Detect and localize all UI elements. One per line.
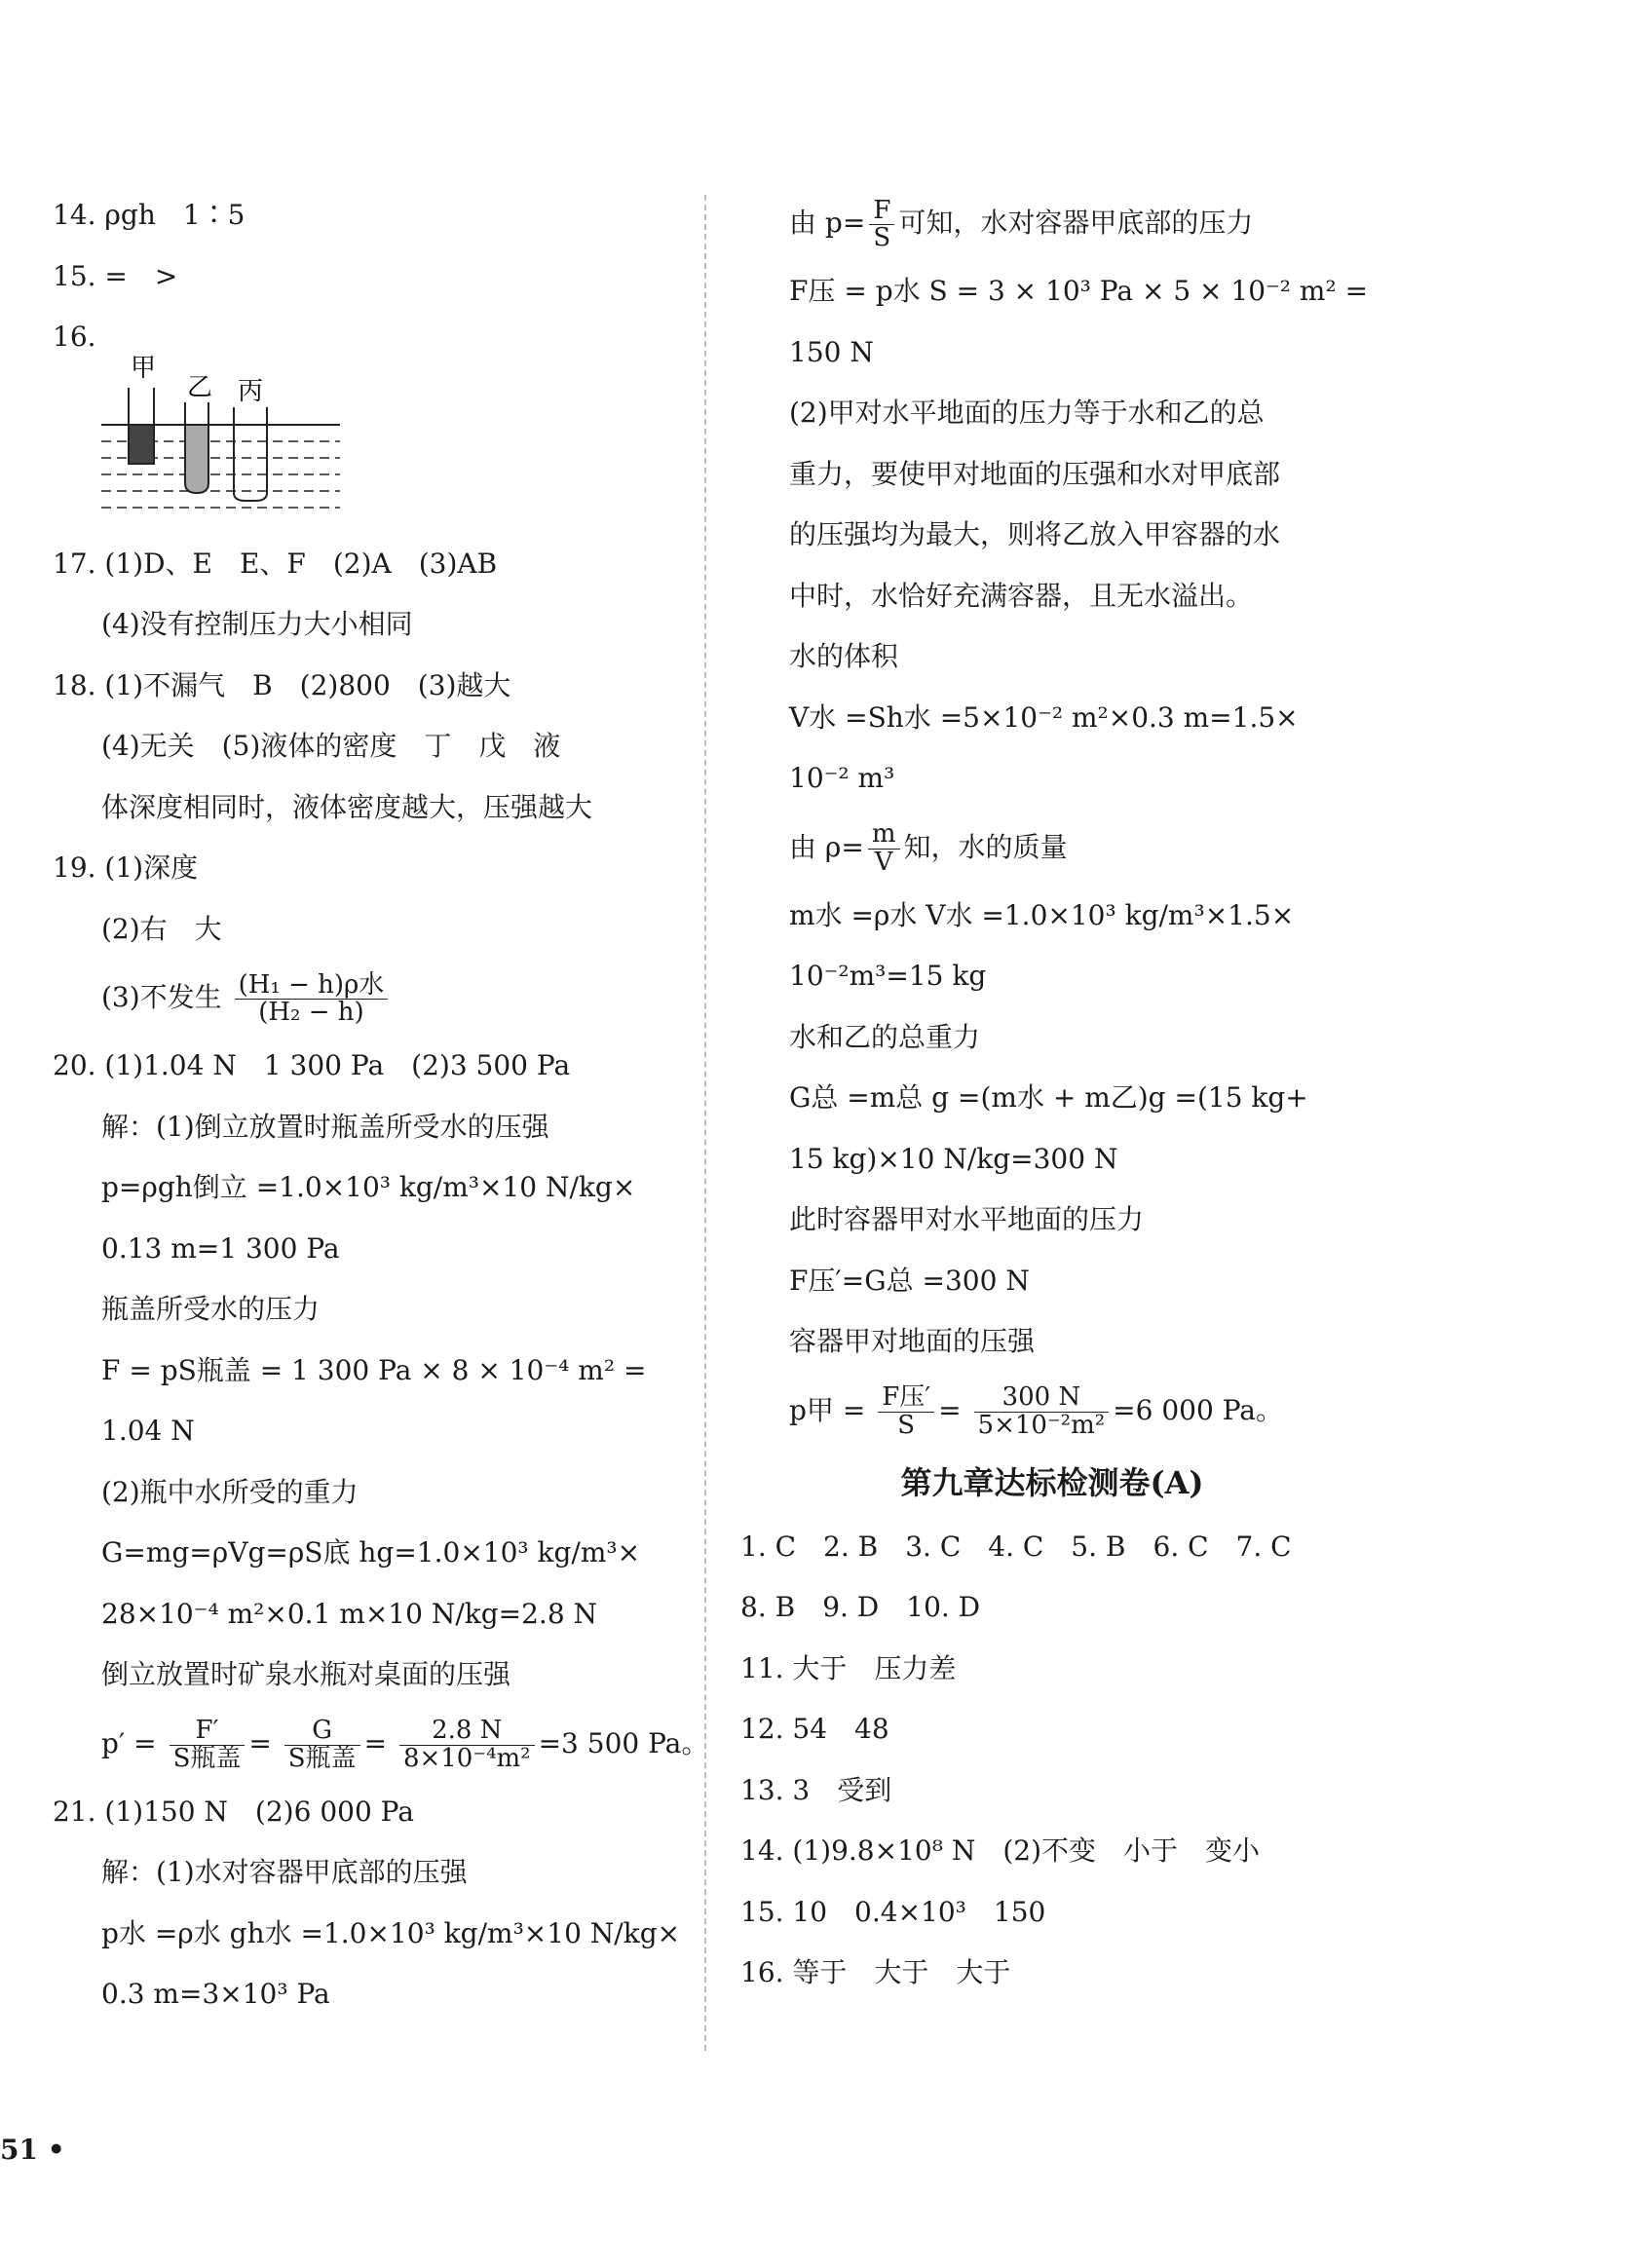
label-yi: 乙	[187, 372, 213, 402]
answer-b15: 15. 10 0.4×10³ 150	[740, 1895, 1046, 1928]
answer-17-cont: (4)没有控制压力大小相同	[101, 608, 413, 640]
tube-bing	[234, 407, 267, 501]
solution-21-r3: 150 N	[789, 335, 874, 368]
label-bing: 丙	[238, 376, 264, 406]
fraction-20c: $\frac{2.8 N}{\text{8×10⁻⁴m²}}$	[399, 1718, 535, 1772]
fraction-r3b: $\frac{300 N}{\text{5×10⁻²m²}}$	[974, 1384, 1110, 1439]
solution-21-r10: 10⁻² m³	[789, 762, 895, 794]
fraction-r2: $\frac{m}{V}$	[868, 821, 900, 876]
answer-18: 18. (1)不漏气 B (2)800 (3)越大	[53, 668, 511, 701]
solution-21-r5: 重力，要使甲对地面的压强和水对甲底部	[789, 457, 1281, 490]
answer-b12: 12. 54 48	[740, 1713, 889, 1745]
solution-21-2: p水 =ρ水 gh水 =1.0×10³ kg/m³×10 N/kg×	[101, 1916, 681, 1949]
solution-21-r16: 15 kg)×10 N/kg=300 N	[789, 1142, 1118, 1175]
solution-21-r2: F压 = p水 S = 3 × 10³ Pa × 5 × 10⁻² m² =	[789, 275, 1369, 307]
answer-b13: 13. 3 受到	[740, 1773, 892, 1806]
fraction-20a: $\frac{F'}{\text{S瓶盖}}$	[170, 1718, 246, 1772]
solution-21-r11: 由 ρ= $\frac{m}{V}$ 知，水的质量	[789, 819, 1068, 877]
fraction-20b: $\frac{G}{\text{S瓶盖}}$	[284, 1718, 360, 1772]
right-column	[740, 185, 1369, 2004]
answer-19-part3	[53, 960, 676, 1036]
fraction-r3a: $\frac{\text{F压′}}{S}$	[878, 1384, 934, 1439]
answer-20: 20. (1)1.04 N 1 300 Pa (2)3 500 Pa	[53, 1049, 571, 1081]
solution-21-r6: 的压强均为最大，则将乙放入甲容器的水	[789, 518, 1281, 550]
formula-lhs: p′ =	[101, 1726, 157, 1759]
fraction-19: $\frac{\text{(H₁ − h)ρ水}}{\text{(H₂ − h)}}$	[235, 972, 389, 1027]
answer-14: 14. ρgh 1∶5	[53, 199, 246, 231]
solution-20-9: 28×10⁻⁴ m²×0.1 m×10 N/kg=2.8 N	[101, 1597, 598, 1630]
solution-20-5: F = pS瓶盖 = 1 300 Pa × 8 × 10⁻⁴ m² =	[101, 1353, 647, 1386]
solution-20-4: 瓶盖所受水的压力	[101, 1293, 321, 1325]
page-number: 51 •	[0, 2134, 65, 2166]
solution-20-2: p=ρgh倒立 =1.0×10³ kg/m³×10 N/kg×	[101, 1171, 636, 1203]
tube-jia-fill	[129, 425, 154, 464]
answer-19: 19. (1)深度	[53, 851, 199, 884]
solution-21-r12: m水 =ρ水 V水 =1.0×10³ kg/m³×1.5×	[789, 898, 1295, 931]
solution-21-r4: (2)甲对水平地面的压力等于水和乙的总	[789, 397, 1265, 429]
solution-21-r1: 由 p= $\frac{F}{S}$ 可知，水对容器甲底部的压力	[789, 195, 1254, 252]
solution-21-r19: 容器甲对地面的压强	[789, 1325, 1036, 1357]
fraction-r1: $\frac{F}{S}$	[869, 198, 894, 252]
solution-21-r18: F压′=G总 =300 N	[789, 1264, 1030, 1297]
solution-21-r9: V水 =Sh水 =5×10⁻² m²×0.3 m=1.5×	[789, 700, 1299, 734]
solution-20-6: 1.04 N	[101, 1415, 195, 1447]
label-jia: 甲	[131, 353, 157, 383]
solution-21-r17: 此时容器甲对水平地面的压力	[789, 1203, 1145, 1235]
solution-21-r7: 中时，水恰好充满容器，且无水溢出。	[789, 579, 1254, 612]
answer-19-part3-label: (3)不发生	[101, 981, 222, 1013]
answer-b14: 14. (1)9.8×10⁸ N (2)不变 小于 变小	[740, 1834, 1260, 1867]
answers-1-7: 1. C 2. B 3. C 4. C 5. B 6. C 7. C	[740, 1530, 1292, 1563]
solution-21-1: 解：(1)水对容器甲底部的压强	[101, 1856, 468, 1888]
solution-20-10: 倒立放置时矿泉水瓶对桌面的压强	[101, 1658, 511, 1690]
solution-21-r20: p甲 = $\frac{\text{F压′}}{S}$ = $\frac{300 N}{\text{5×10⁻²m²}}$ =6 000 Pa。	[789, 1382, 1283, 1440]
answer-b16: 16. 等于 大于 大于	[740, 1956, 1011, 1988]
solution-21-r8: 水的体积	[789, 640, 899, 672]
solution-20-formula: p′ = $\frac{F'}{\text{S瓶盖}}$ = $\frac{G}{\text{S瓶盖}}$ = $\frac{2.8 N}{\text{8×10⁻⁴m²}}$ =3 500 Pa。	[101, 1716, 709, 1773]
answer-18-cont-1: (4)无关 (5)液体的密度 丁 戊 液	[101, 730, 561, 762]
answer-15: 15. = >	[53, 259, 178, 292]
answer-17: 17. (1)D、E E、F (2)A (3)AB	[53, 547, 498, 580]
solution-20-1: 解：(1)倒立放置时瓶盖所受水的压强	[101, 1110, 549, 1143]
answer-19-part2: (2)右 大	[101, 912, 222, 945]
tube-yi-fill	[185, 425, 208, 493]
left-column	[53, 185, 709, 2025]
answers-8-10: 8. B 9. D 10. D	[740, 1591, 981, 1623]
solution-20-7: (2)瓶中水所受的重力	[101, 1475, 359, 1508]
answer-b11: 11. 大于 压力差	[740, 1651, 957, 1684]
answer-18-cont-2: 体深度相同时，液体密度越大，压强越大	[101, 790, 593, 823]
solution-20-8: G=mg=ρVg=ρS底 hg=1.0×10³ kg/m³×	[101, 1536, 641, 1569]
solution-21-r13: 10⁻²m³=15 kg	[789, 960, 987, 992]
solution-21-3: 0.3 m=3×10³ Pa	[101, 1978, 330, 2010]
solution-21-r15: G总 =m总 g =(m水 + m乙)g =(15 kg+	[789, 1081, 1308, 1114]
solution-20-3: 0.13 m=1 300 Pa	[101, 1231, 340, 1265]
section-title: 第九章达标检测卷(A)	[900, 1463, 1204, 1501]
answer-16: 16.	[53, 321, 96, 353]
solution-21-r14: 水和乙的总重力	[789, 1020, 981, 1053]
answer-21: 21. (1)150 N (2)6 000 Pa	[53, 1795, 414, 1828]
liquid-tube-diagram	[101, 349, 374, 534]
tube-diagram-row	[53, 353, 676, 534]
